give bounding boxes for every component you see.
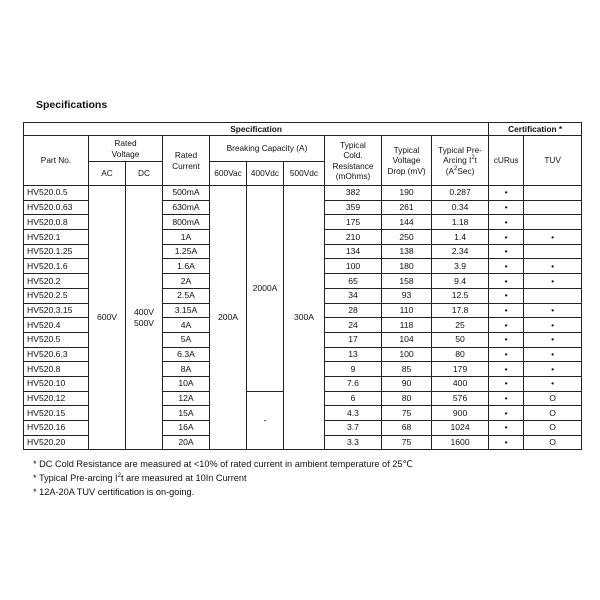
pre-arcing-i2t-cell: 3.9 xyxy=(432,259,489,274)
bc-600vac-header: 600Vac xyxy=(210,162,247,186)
rated-current-cell: 1.6A xyxy=(163,259,210,274)
curus-cell: • xyxy=(489,215,524,230)
tuv-cell: • xyxy=(524,332,582,347)
rated-current-cell: 4A xyxy=(163,318,210,333)
tuv-cell: O xyxy=(524,406,582,421)
tuv-cell: • xyxy=(524,303,582,318)
bc-400vdc-header: 400Vdc xyxy=(247,162,284,186)
table-row xyxy=(24,186,582,201)
part-number-cell: HV520.12 xyxy=(24,391,89,406)
rated-current-cell: 800mA xyxy=(163,215,210,230)
part-number-cell: HV520.1.25 xyxy=(24,244,89,259)
curus-cell: • xyxy=(489,288,524,303)
tuv-cell: O xyxy=(524,435,582,450)
pre-arcing-i2t-cell: 50 xyxy=(432,332,489,347)
cold-resistance-cell: 3.7 xyxy=(325,421,382,436)
voltage-drop-cell: 180 xyxy=(382,259,432,274)
cold-resistance-cell: 3.3 xyxy=(325,435,382,450)
curus-cell: • xyxy=(489,376,524,391)
pre-arcing-i2t-cell: 12.5 xyxy=(432,288,489,303)
dc-header: DC xyxy=(126,162,163,186)
part-number-cell: HV520.1 xyxy=(24,230,89,245)
rated-current-cell: 2A xyxy=(163,274,210,289)
tuv-cell: • xyxy=(524,376,582,391)
voltage-drop-cell: 68 xyxy=(382,421,432,436)
voltage-drop-cell: 261 xyxy=(382,200,432,215)
bc-600vac-cell: 200A xyxy=(210,186,247,450)
bc-400vdc-cell: 2000A xyxy=(247,186,284,392)
cold-resistance-cell: 7.6 xyxy=(325,376,382,391)
bc-500vdc-header: 500Vdc xyxy=(284,162,325,186)
part-number-cell: HV520.16 xyxy=(24,421,89,436)
voltage-drop-cell: 104 xyxy=(382,332,432,347)
part-no-header: Part No. xyxy=(24,136,89,186)
cold-resistance-cell: 24 xyxy=(325,318,382,333)
pre-arcing-i2t-cell: 0.287 xyxy=(432,186,489,201)
rated-current-cell: 630mA xyxy=(163,200,210,215)
rated-current-cell: 3.15A xyxy=(163,303,210,318)
rated-current-cell: 12A xyxy=(163,391,210,406)
curus-cell: • xyxy=(489,318,524,333)
curus-cell: • xyxy=(489,303,524,318)
ac-header: AC xyxy=(89,162,126,186)
cold-resistance-cell: 65 xyxy=(325,274,382,289)
rated-current-cell: 1.25A xyxy=(163,244,210,259)
part-number-cell: HV520.0.8 xyxy=(24,215,89,230)
tuv-cell xyxy=(524,244,582,259)
pre-arcing-i2t-cell: 576 xyxy=(432,391,489,406)
voltage-drop-cell: 80 xyxy=(382,391,432,406)
pre-arcing-i2t-cell: 9.4 xyxy=(432,274,489,289)
part-number-cell: HV520.6.3 xyxy=(24,347,89,362)
voltage-drop-cell: 158 xyxy=(382,274,432,289)
footnote-cold-resistance: * DC Cold Resistance are measured at <10% of rated current in ambient temperature of 25℃ xyxy=(33,459,413,469)
pre-arcing-i2t-cell: 80 xyxy=(432,347,489,362)
voltage-drop-cell: 85 xyxy=(382,362,432,377)
tuv-cell xyxy=(524,215,582,230)
specification-header: Specification xyxy=(24,123,489,136)
rated-current-cell: 6.3A xyxy=(163,347,210,362)
rated-current-cell: 16A xyxy=(163,421,210,436)
bc-400vdc-cell: - xyxy=(247,391,284,450)
rated-current-header: Rated Current xyxy=(163,136,210,186)
pre-arcing-i2t-cell: 0.34 xyxy=(432,200,489,215)
cold-resistance-cell: 100 xyxy=(325,259,382,274)
tuv-cell: • xyxy=(524,274,582,289)
voltage-drop-cell: 250 xyxy=(382,230,432,245)
part-number-cell: HV520.20 xyxy=(24,435,89,450)
rated-current-cell: 20A xyxy=(163,435,210,450)
rated-current-cell: 2.5A xyxy=(163,288,210,303)
curus-cell: • xyxy=(489,244,524,259)
curus-cell: • xyxy=(489,332,524,347)
footnote-pre-arcing: * Typical Pre-arcing $I^2t$ are measured at 10In Current xyxy=(33,472,247,483)
tuv-header: TUV xyxy=(524,136,582,186)
tuv-cell: • xyxy=(524,347,582,362)
rated-current-cell: 5A xyxy=(163,332,210,347)
cold-resistance-cell: 210 xyxy=(325,230,382,245)
certification-header: Certification * xyxy=(489,123,582,136)
specifications-body xyxy=(24,186,582,450)
rated-current-cell: 10A xyxy=(163,376,210,391)
rated-current-cell: 8A xyxy=(163,362,210,377)
part-number-cell: HV520.0.5 xyxy=(24,186,89,201)
curus-cell: • xyxy=(489,347,524,362)
voltage-drop-cell: 90 xyxy=(382,376,432,391)
cold-resistance-cell: 175 xyxy=(325,215,382,230)
voltage-drop-cell: 144 xyxy=(382,215,432,230)
part-number-cell: HV520.2.5 xyxy=(24,288,89,303)
tuv-cell xyxy=(524,200,582,215)
specifications-table xyxy=(23,122,582,450)
curus-cell: • xyxy=(489,230,524,245)
cold-resistance-cell: 4.3 xyxy=(325,406,382,421)
pre-arcing-i2t-cell: 900 xyxy=(432,406,489,421)
part-number-cell: HV520.15 xyxy=(24,406,89,421)
pre-arcing-i2t-header: Typical Pre- Arcing $I^2t$ $(A^2Sec)$ xyxy=(432,136,489,186)
voltage-drop-cell: 75 xyxy=(382,406,432,421)
pre-arcing-i2t-cell: 1600 xyxy=(432,435,489,450)
cold-resistance-cell: 134 xyxy=(325,244,382,259)
cold-resistance-cell: 382 xyxy=(325,186,382,201)
curus-header: cURus xyxy=(489,136,524,186)
tuv-cell xyxy=(524,186,582,201)
curus-cell: • xyxy=(489,435,524,450)
rated-current-cell: 500mA xyxy=(163,186,210,201)
voltage-drop-cell: 75 xyxy=(382,435,432,450)
pre-arcing-i2t-cell: 2.34 xyxy=(432,244,489,259)
dc-voltage-cell: 400V 500V xyxy=(126,186,163,450)
tuv-cell: • xyxy=(524,230,582,245)
cold-resistance-cell: 359 xyxy=(325,200,382,215)
bc-500vdc-cell: 300A xyxy=(284,186,325,450)
cold-resistance-cell: 34 xyxy=(325,288,382,303)
curus-cell: • xyxy=(489,186,524,201)
footnote-tuv: * 12A-20A TUV certification is on-going. xyxy=(33,487,195,497)
cold-resistance-cell: 28 xyxy=(325,303,382,318)
ac-voltage-cell: 600V xyxy=(89,186,126,450)
part-number-cell: HV520.2 xyxy=(24,274,89,289)
voltage-drop-cell: 100 xyxy=(382,347,432,362)
curus-cell: • xyxy=(489,421,524,436)
curus-cell: • xyxy=(489,259,524,274)
pre-arcing-i2t-cell: 1.4 xyxy=(432,230,489,245)
rated-current-cell: 15A xyxy=(163,406,210,421)
tuv-cell: • xyxy=(524,318,582,333)
cold-resistance-cell: 9 xyxy=(325,362,382,377)
part-number-cell: HV520.5 xyxy=(24,332,89,347)
tuv-cell: • xyxy=(524,362,582,377)
part-number-cell: HV520.4 xyxy=(24,318,89,333)
curus-cell: • xyxy=(489,362,524,377)
rated-current-cell: 1A xyxy=(163,230,210,245)
cold-resistance-cell: 6 xyxy=(325,391,382,406)
pre-arcing-i2t-cell: 25 xyxy=(432,318,489,333)
curus-cell: • xyxy=(489,200,524,215)
cold-resistance-cell: 17 xyxy=(325,332,382,347)
curus-cell: • xyxy=(489,274,524,289)
tuv-cell: O xyxy=(524,421,582,436)
voltage-drop-cell: 110 xyxy=(382,303,432,318)
cold-resistance-header: Typical Cold. Resistance (mOhms) xyxy=(325,136,382,186)
voltage-drop-cell: 118 xyxy=(382,318,432,333)
tuv-cell xyxy=(524,288,582,303)
voltage-drop-cell: 138 xyxy=(382,244,432,259)
part-number-cell: HV520.3.15 xyxy=(24,303,89,318)
rated-voltage-header: Rated Voltage xyxy=(89,136,163,162)
voltage-drop-cell: 93 xyxy=(382,288,432,303)
cold-resistance-cell: 13 xyxy=(325,347,382,362)
pre-arcing-i2t-cell: 17.8 xyxy=(432,303,489,318)
curus-cell: • xyxy=(489,406,524,421)
footnotes xyxy=(33,457,413,499)
part-number-cell: HV520.1.6 xyxy=(24,259,89,274)
pre-arcing-i2t-cell: 179 xyxy=(432,362,489,377)
voltage-drop-cell: 190 xyxy=(382,186,432,201)
voltage-drop-header: Typical Voltage Drop (mV) xyxy=(382,136,432,186)
tuv-cell: • xyxy=(524,259,582,274)
pre-arcing-i2t-cell: 1.18 xyxy=(432,215,489,230)
page-title: Specifications xyxy=(36,99,108,111)
breaking-capacity-header: Breaking Capacity (A) xyxy=(210,136,325,162)
part-number-cell: HV520.0.63 xyxy=(24,200,89,215)
pre-arcing-i2t-cell: 400 xyxy=(432,376,489,391)
tuv-cell: O xyxy=(524,391,582,406)
curus-cell: • xyxy=(489,391,524,406)
pre-arcing-i2t-cell: 1024 xyxy=(432,421,489,436)
part-number-cell: HV520.8 xyxy=(24,362,89,377)
part-number-cell: HV520.10 xyxy=(24,376,89,391)
